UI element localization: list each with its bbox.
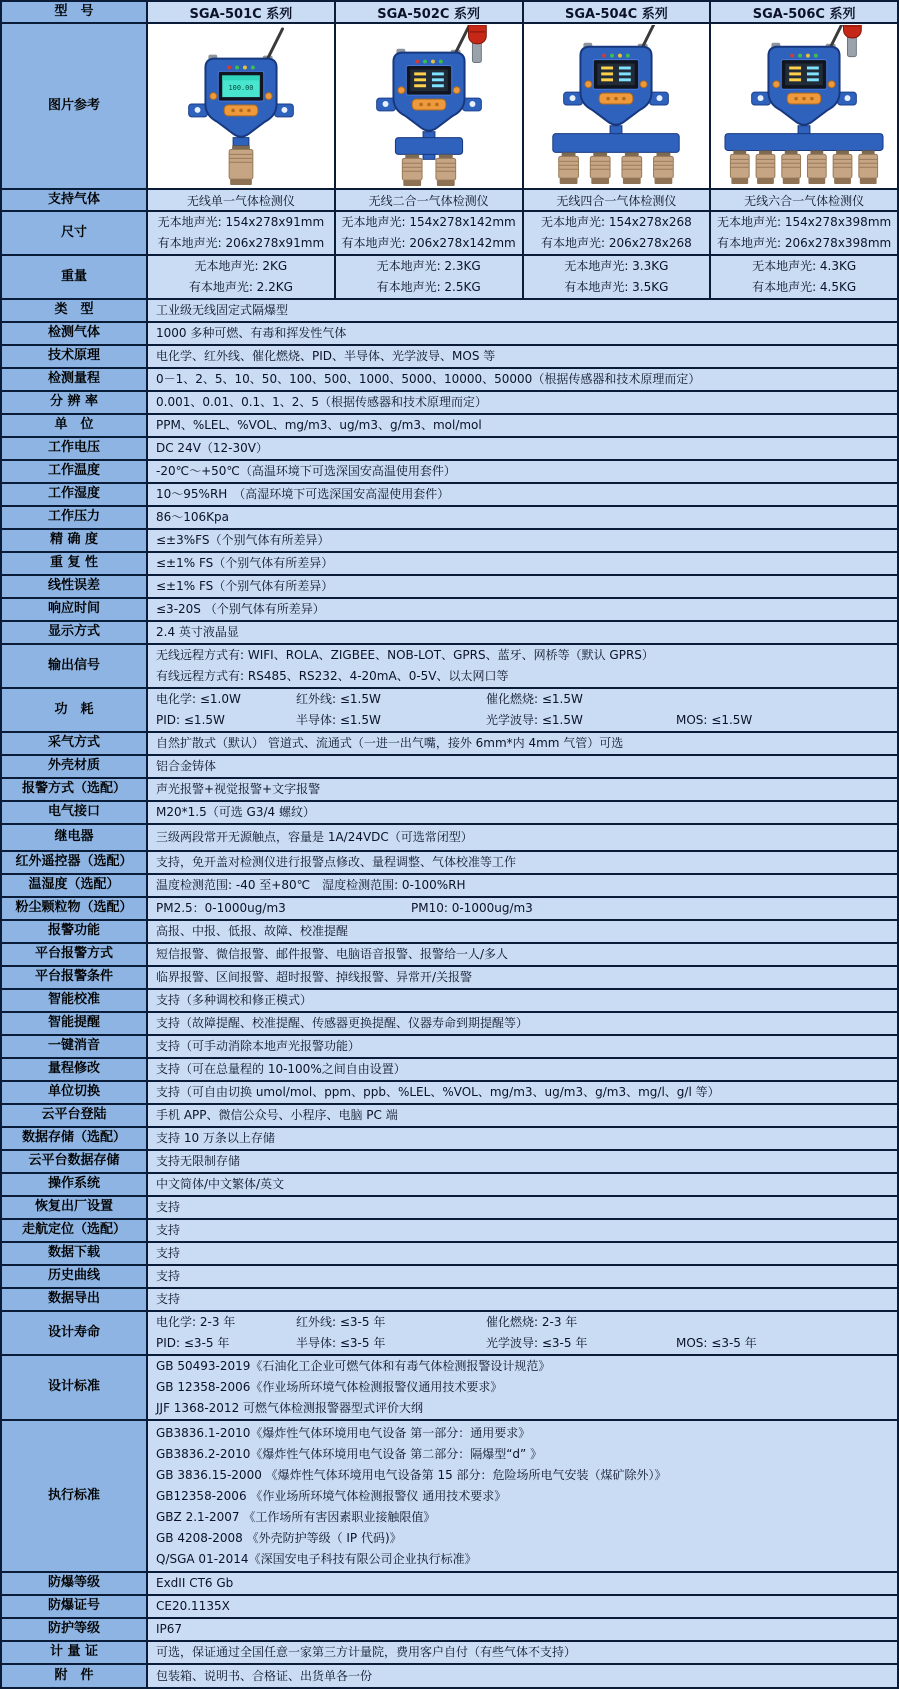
row-history-curve — [2, 1266, 897, 1289]
row-cloud-storage — [2, 1151, 897, 1174]
row-label-linearity-error: 线性误差 — [2, 576, 148, 597]
supported-gas-value-2: 无线二合一气体检测仪 — [336, 190, 524, 210]
unit-switch-value — [148, 1082, 897, 1103]
row-label-working-pressure: 工作压力 — [2, 507, 148, 528]
dimensions-cell-4 — [711, 212, 897, 254]
power-consumption-line — [156, 689, 897, 710]
os-value — [148, 1174, 897, 1195]
row-label-tech-principle: 技术原理 — [2, 346, 148, 367]
row-label-detect-gas: 检测气体 — [2, 323, 148, 344]
row-label-sampling-method: 采气方式 — [2, 733, 148, 754]
one-key-mute-value — [148, 1036, 897, 1057]
row-label-model-header: 型 号 — [2, 2, 148, 22]
dimensions-line: 无本地声光: 154x278x142mm — [341, 215, 516, 229]
history-curve-value — [148, 1266, 897, 1287]
design-standard-line: GB 50493-2019《石油化工企业可燃气体和有毒气体检测报警设计规范》 — [156, 1359, 551, 1373]
dimensions-line: 有本地声光: 206x278x268 — [540, 236, 692, 250]
row-label-relay: 继电器 — [2, 825, 148, 850]
dust-particle-line — [156, 898, 897, 919]
electrical-interface-value — [148, 802, 897, 823]
execution-standard-value — [148, 1421, 897, 1571]
model-name-3: SGA-504C 系列 — [524, 2, 712, 22]
row-label-platform-alarm-mode: 平台报警方式 — [2, 944, 148, 965]
resolution-line: 0.001、0.01、0.1、1、2、5（根据传感器和技术原理而定） — [156, 395, 488, 409]
row-temp-humidity — [2, 875, 897, 898]
row-weight — [2, 256, 897, 300]
model-name-4: SGA-506C 系列 — [752, 6, 856, 22]
svg-text:100.00: 100.00 — [228, 84, 254, 93]
working-pressure-value — [148, 507, 897, 528]
detect-gas-line: 1000 多种可燃、有毒和挥发性气体 — [156, 326, 347, 340]
row-label-metrology-cert: 计 量 证 — [2, 1642, 148, 1663]
protection-grade-line: IP67 — [156, 1622, 183, 1636]
row-working-humidity — [2, 484, 897, 507]
row-shell-material — [2, 756, 897, 779]
dimensions-line: 有本地声光: 206x278x142mm — [341, 236, 516, 250]
detect-gas-value — [148, 323, 897, 344]
metrology-cert-value — [148, 1642, 897, 1663]
row-supported-gas — [2, 190, 897, 212]
row-label-detection-range: 检测量程 — [2, 369, 148, 390]
working-temperature-value — [148, 461, 897, 482]
design-life-segment: 半导体: ≤3-5 年 — [296, 1336, 386, 1350]
weight-line: 有本地声光: 4.5KG — [752, 280, 857, 294]
supported-gas-value-1: 无线单一气体检测仪 — [148, 190, 336, 210]
response-time-value — [148, 599, 897, 620]
model-name-1: SGA-501C 系列 — [148, 2, 336, 22]
factory-reset-value — [148, 1197, 897, 1218]
row-label-accessories: 附 件 — [2, 1665, 148, 1687]
platform-alarm-condition-line: 临界报警、区间报警、超时报警、掉线报警、异常开/关报警 — [156, 970, 473, 984]
row-display-mode — [2, 622, 897, 645]
row-unit-switch — [2, 1082, 897, 1105]
row-label-supported-gas: 支持气体 — [2, 190, 148, 210]
design-life-line — [156, 1312, 897, 1333]
row-alarm-function — [2, 921, 897, 944]
design-life-value — [148, 1312, 897, 1354]
wireless-2in1-gas-detector-icon — [336, 25, 522, 187]
data-storage-line: 支持 10 万条以上存储 — [156, 1131, 275, 1145]
factory-reset-line: 支持 — [156, 1200, 181, 1214]
row-label-electrical-interface: 电气接口 — [2, 802, 148, 823]
power-consumption-segment: 电化学: ≤1.0W — [156, 692, 241, 706]
row-tech-principle — [2, 346, 897, 369]
row-execution-standard — [2, 1421, 897, 1573]
execution-standard-line: GB 4208-2008 《外壳防护等级（ IP 代码)》 — [156, 1530, 402, 1545]
smart-reminder-value — [148, 1013, 897, 1034]
metrology-cert-line: 可选，保证通过全国任意一家第三方计量院，费用客户自付（有些气体不支持） — [156, 1645, 577, 1659]
weight-line: 无本地声光: 2.3KG — [376, 259, 481, 273]
output-signal-line: 有线远程方式有: RS485、RS232、4-20mA、0-5V、以太网口等 — [156, 669, 509, 683]
row-label-cloud-login: 云平台登陆 — [2, 1105, 148, 1126]
relay-line: 三级两段常开无源触点，容量是 1A/24VDC（可选常闭型） — [156, 830, 473, 844]
dust-particle-segment: PM2.5：0-1000ug/m3 — [156, 901, 286, 915]
row-working-voltage — [2, 438, 897, 461]
row-image-reference — [2, 24, 897, 190]
alarm-function-line: 高报、中报、低报、故障、校准提醒 — [156, 924, 349, 938]
row-label-explosion-proof-cert: 防爆证号 — [2, 1596, 148, 1617]
weight-cell-2 — [336, 256, 524, 298]
row-label-os: 操作系统 — [2, 1174, 148, 1195]
weight-line: 无本地声光: 3.3KG — [564, 259, 669, 273]
wireless-6in1-gas-detector-icon — [711, 25, 897, 187]
row-label-history-curve: 历史曲线 — [2, 1266, 148, 1287]
row-label-navigation-position: 走航定位（选配） — [2, 1220, 148, 1241]
row-detect-gas — [2, 323, 897, 346]
dust-particle-segment: PM10: 0-1000ug/m3 — [411, 901, 533, 915]
row-label-unit: 单 位 — [2, 415, 148, 436]
output-signal-line: 无线远程方式有: WIFI、ROLA、ZIGBEE、NOB-LOT、GPRS、蓝牙、网桥等（默认 GPRS） — [156, 648, 654, 662]
supported-gas-value-3: 无线四合一气体检测仪 — [524, 190, 712, 210]
execution-standard-line: GBZ 2.1-2007 《工作场所有害因素职业接触限值》 — [156, 1509, 436, 1524]
row-power-consumption — [2, 689, 897, 733]
design-life-segment: 催化燃烧: 2-3 年 — [486, 1315, 578, 1329]
row-platform-alarm-condition — [2, 967, 897, 990]
wireless-single-gas-detector-image — [148, 24, 336, 188]
row-label-protection-grade: 防护等级 — [2, 1619, 148, 1640]
row-data-download — [2, 1243, 897, 1266]
smart-reminder-line: 支持（故障提醒、校准提醒、传感器更换提醒、仪器寿命到期提醒等） — [156, 1016, 529, 1030]
unit-line: PPM、%LEL、%VOL、mg/m3、ug/m3、g/m3、mol/mol — [156, 418, 482, 432]
ir-remote-value — [148, 852, 897, 873]
linearity-error-value — [148, 576, 897, 597]
wireless-6in1-gas-detector-image — [711, 24, 897, 188]
data-export-line: 支持 — [156, 1292, 181, 1306]
row-label-working-voltage: 工作电压 — [2, 438, 148, 459]
row-design-standard — [2, 1356, 897, 1421]
cloud-storage-value — [148, 1151, 897, 1172]
data-download-value — [148, 1243, 897, 1264]
explosion-proof-cert-line: CE20.1135X — [156, 1599, 230, 1613]
row-label-power-consumption: 功 耗 — [2, 689, 148, 731]
row-label-shell-material: 外壳材质 — [2, 756, 148, 777]
row-label-image-reference: 图片参考 — [2, 24, 148, 188]
power-consumption-line — [156, 710, 897, 731]
ir-remote-line: 支持，免开盖对检测仪进行报警点修改、量程调整、气体校准等工作 — [156, 855, 517, 869]
power-consumption-segment: 光学波导: ≤1.5W — [486, 713, 583, 727]
cloud-login-value — [148, 1105, 897, 1126]
repeatability-value — [148, 553, 897, 574]
one-key-mute-line: 支持（可手动消除本地声光报警功能） — [156, 1039, 361, 1053]
working-humidity-value — [148, 484, 897, 505]
tech-principle-value — [148, 346, 897, 367]
platform-alarm-condition-value — [148, 967, 897, 988]
power-consumption-segment: MOS: ≤1.5W — [676, 713, 753, 727]
row-label-display-mode: 显示方式 — [2, 622, 148, 643]
power-consumption-segment: 催化燃烧: ≤1.5W — [486, 692, 583, 706]
wireless-single-gas-detector-icon — [148, 25, 334, 187]
design-standard-line: JJF 1368-2012 可燃气体检测报警器型式评价大纲 — [156, 1401, 424, 1415]
working-pressure-line: 86～106Kpa — [156, 510, 230, 524]
row-label-design-standard: 设计标准 — [2, 1356, 148, 1419]
row-alarm-mode — [2, 779, 897, 802]
row-accuracy — [2, 530, 897, 553]
tech-principle-line: 电化学、红外线、催化燃烧、PID、半导体、光学波导、MOS 等 — [156, 349, 496, 363]
weight-cell-1 — [148, 256, 336, 298]
output-signal-value — [148, 645, 897, 687]
row-label-type: 类 型 — [2, 300, 148, 321]
row-label-working-humidity: 工作湿度 — [2, 484, 148, 505]
data-export-value — [148, 1289, 897, 1310]
repeatability-line: ≤±1% FS（个别气体有所差异） — [156, 556, 334, 570]
row-unit — [2, 415, 897, 438]
row-explosion-proof-grade — [2, 1573, 897, 1596]
sampling-method-value — [148, 733, 897, 754]
row-explosion-proof-cert — [2, 1596, 897, 1619]
cloud-login-line: 手机 APP、微信公众号、小程序、电脑 PC 端 — [156, 1108, 398, 1122]
row-label-data-storage: 数据存储（选配） — [2, 1128, 148, 1149]
execution-standard-line: GB3836.1-2010《爆炸性气体环境用电气设备 第一部分：通用要求》 — [156, 1425, 531, 1440]
linearity-error-line: ≤±1% FS（个别气体有所差异） — [156, 579, 334, 593]
unit-value — [148, 415, 897, 436]
row-label-unit-switch: 单位切换 — [2, 1082, 148, 1103]
weight-line: 无本地声光: 2KG — [194, 259, 288, 273]
wireless-4in1-gas-detector-image — [524, 24, 712, 188]
dimensions-line: 有本地声光: 206x278x398mm — [717, 236, 892, 250]
explosion-proof-grade-value — [148, 1573, 897, 1594]
design-life-segment: 红外线: ≤3-5 年 — [296, 1315, 386, 1329]
dust-particle-value — [148, 898, 897, 919]
sampling-method-line: 自然扩散式（默认） 管道式、流通式（一进一出气嘴，接外 6mm*内 4mm 气管）可选 — [156, 736, 624, 750]
accessories-value — [148, 1665, 897, 1687]
row-label-response-time: 响应时间 — [2, 599, 148, 620]
smart-calibration-line: 支持（多种调校和修正模式） — [156, 993, 313, 1007]
row-label-output-signal: 输出信号 — [2, 645, 148, 687]
row-linearity-error — [2, 576, 897, 599]
row-label-cloud-storage: 云平台数据存储 — [2, 1151, 148, 1172]
data-storage-value — [148, 1128, 897, 1149]
row-label-dimensions: 尺寸 — [2, 212, 148, 254]
row-range-modify — [2, 1059, 897, 1082]
row-factory-reset — [2, 1197, 897, 1220]
os-line: 中文简体/中文繁体/英文 — [156, 1177, 285, 1191]
accuracy-line: ≤±3%FS（个别气体有所差异） — [156, 533, 330, 547]
shell-material-value — [148, 756, 897, 777]
row-cloud-login — [2, 1105, 897, 1128]
row-label-alarm-function: 报警功能 — [2, 921, 148, 942]
design-life-line — [156, 1333, 897, 1354]
accessories-line: 包装箱、说明书、合格证、出货单各一份 — [156, 1668, 373, 1683]
shell-material-line: 铝合金铸体 — [156, 759, 217, 773]
smart-calibration-value — [148, 990, 897, 1011]
history-curve-line: 支持 — [156, 1269, 181, 1283]
row-sampling-method — [2, 733, 897, 756]
relay-value — [148, 825, 897, 850]
row-label-repeatability: 重 复 性 — [2, 553, 148, 574]
row-working-pressure — [2, 507, 897, 530]
row-label-working-temperature: 工作温度 — [2, 461, 148, 482]
alarm-mode-value — [148, 779, 897, 800]
row-protection-grade — [2, 1619, 897, 1642]
row-label-weight: 重量 — [2, 256, 148, 298]
row-one-key-mute — [2, 1036, 897, 1059]
display-mode-line: 2.4 英寸液晶显 — [156, 625, 239, 639]
data-download-line: 支持 — [156, 1246, 181, 1260]
type-line: 工业级无线固定式隔爆型 — [156, 303, 289, 317]
weight-line: 有本地声光: 2.5KG — [376, 280, 481, 294]
row-label-design-life: 设计寿命 — [2, 1312, 148, 1354]
row-working-temperature — [2, 461, 897, 484]
display-mode-value — [148, 622, 897, 643]
wireless-2in1-gas-detector-image — [336, 24, 524, 188]
row-label-ir-remote: 红外遥控器（选配） — [2, 852, 148, 873]
power-consumption-segment: 红外线: ≤1.5W — [296, 692, 381, 706]
explosion-proof-grade-line: ExdII CT6 Gb — [156, 1576, 234, 1590]
row-output-signal — [2, 645, 897, 689]
protection-grade-value — [148, 1619, 897, 1640]
row-ir-remote — [2, 852, 897, 875]
execution-standard-line: Q/SGA 01-2014《深国安电子科技有限公司企业执行标准》 — [156, 1551, 477, 1566]
dimensions-cell-1 — [148, 212, 336, 254]
row-label-temp-humidity: 温湿度（选配） — [2, 875, 148, 896]
execution-standard-line: GB3836.2-2010《爆炸性气体环境用电气设备 第二部分：隔爆型“d” 》 — [156, 1446, 543, 1461]
row-resolution — [2, 392, 897, 415]
row-data-export — [2, 1289, 897, 1312]
weight-line: 无本地声光: 4.3KG — [752, 259, 857, 273]
row-label-one-key-mute: 一键消音 — [2, 1036, 148, 1057]
row-detection-range — [2, 369, 897, 392]
row-label-factory-reset: 恢复出厂设置 — [2, 1197, 148, 1218]
row-label-dust-particle: 粉尘颗粒物（选配） — [2, 898, 148, 919]
row-smart-reminder — [2, 1013, 897, 1036]
explosion-proof-cert-value — [148, 1596, 897, 1617]
wireless-4in1-gas-detector-icon — [523, 25, 709, 187]
dimensions-line: 无本地声光: 154x278x91mm — [157, 215, 325, 229]
model-name-2: SGA-502C 系列 — [336, 2, 524, 22]
weight-cell-3 — [524, 256, 712, 298]
row-label-alarm-mode: 报警方式（选配） — [2, 779, 148, 800]
working-humidity-line: 10～95%RH （高湿环境下可选深国安高湿使用套件） — [156, 487, 450, 501]
navigation-position-value — [148, 1220, 897, 1241]
design-life-segment: MOS: ≤3-5 年 — [676, 1336, 757, 1350]
detection-range-line: 0－1、2、5、10、50、100、500、1000、5000、10000、50000（根据传感器和技术原理而定） — [156, 372, 701, 386]
row-data-storage — [2, 1128, 897, 1151]
working-temperature-line: -20℃～+50℃（高温环境下可选深国安高温使用套件） — [156, 464, 456, 478]
dimensions-line: 有本地声光: 206x278x91mm — [157, 236, 325, 250]
row-platform-alarm-mode — [2, 944, 897, 967]
resolution-value — [148, 392, 897, 413]
row-label-smart-calibration: 智能校准 — [2, 990, 148, 1011]
design-life-segment: PID: ≤3-5 年 — [156, 1336, 230, 1350]
type-value — [148, 300, 897, 321]
weight-line: 有本地声光: 2.2KG — [188, 280, 293, 294]
detection-range-value — [148, 369, 897, 390]
row-navigation-position — [2, 1220, 897, 1243]
range-modify-line: 支持（可在总量程的 10-100%之间自由设置） — [156, 1062, 406, 1076]
dimensions-line: 无本地声光: 154x278x268 — [540, 215, 692, 229]
row-type — [2, 300, 897, 323]
row-label-accuracy: 精 确 度 — [2, 530, 148, 551]
row-smart-calibration — [2, 990, 897, 1013]
row-label-explosion-proof-grade: 防爆等级 — [2, 1573, 148, 1594]
design-standard-line: GB 12358-2006《作业场所环境气体检测报警仪通用技术要求》 — [156, 1380, 503, 1394]
row-label-platform-alarm-condition: 平台报警条件 — [2, 967, 148, 988]
alarm-function-value — [148, 921, 897, 942]
temp-humidity-value — [148, 875, 897, 896]
row-dust-particle — [2, 898, 897, 921]
row-repeatability — [2, 553, 897, 576]
power-consumption-segment: PID: ≤1.5W — [156, 713, 225, 727]
design-standard-value — [148, 1356, 897, 1419]
weight-line: 有本地声光: 3.5KG — [564, 280, 669, 294]
row-label-data-download: 数据下载 — [2, 1243, 148, 1264]
row-dimensions — [2, 212, 897, 256]
platform-alarm-mode-line: 短信报警、微信报警、邮件报警、电脑语音报警、报警给一人/多人 — [156, 947, 509, 961]
cloud-storage-line: 支持无限制存储 — [156, 1154, 241, 1168]
row-model-header — [2, 2, 897, 24]
row-metrology-cert — [2, 1642, 897, 1665]
alarm-mode-line: 声光报警+视觉报警+文字报警 — [156, 782, 321, 796]
design-life-segment: 电化学: 2-3 年 — [156, 1315, 236, 1329]
row-design-life — [2, 1312, 897, 1356]
dimensions-line: 无本地声光: 154x278x398mm — [717, 215, 892, 229]
accuracy-value — [148, 530, 897, 551]
power-consumption-segment: 半导体: ≤1.5W — [296, 713, 381, 727]
working-voltage-line: DC 24V（12-30V） — [156, 441, 268, 455]
supported-gas-value-4: 无线六合一气体检测仪 — [744, 193, 865, 208]
row-label-smart-reminder: 智能提醒 — [2, 1013, 148, 1034]
design-life-segment: 光学波导: ≤3-5 年 — [486, 1336, 588, 1350]
range-modify-value — [148, 1059, 897, 1080]
row-electrical-interface — [2, 802, 897, 825]
dimensions-cell-3 — [524, 212, 712, 254]
execution-standard-line: GB 3836.15-2000 《爆炸性气体环境用电气设备第 15 部分：危险场所电气安装（煤矿除外）》 — [156, 1467, 667, 1482]
electrical-interface-line: M20*1.5（可选 G3/4 螺纹） — [156, 805, 315, 819]
navigation-position-line: 支持 — [156, 1223, 181, 1237]
working-voltage-value — [148, 438, 897, 459]
row-label-range-modify: 量程修改 — [2, 1059, 148, 1080]
row-relay — [2, 825, 897, 852]
dimensions-cell-2 — [336, 212, 524, 254]
platform-alarm-mode-value — [148, 944, 897, 965]
temp-humidity-line: 温度检测范围: -40 至+80℃ 湿度检测范围: 0-100%RH — [156, 878, 466, 892]
execution-standard-line: GB12358-2006 《作业场所环境气体检测报警仪 通用技术要求》 — [156, 1488, 507, 1503]
unit-switch-line: 支持（可自由切换 umol/mol、ppm、ppb、%LEL、%VOL、mg/m3、ug/m3、g/m3、mg/l、g/l 等） — [156, 1085, 720, 1099]
power-consumption-value — [148, 689, 897, 731]
weight-cell-4 — [711, 256, 897, 298]
row-label-execution-standard: 执行标准 — [2, 1421, 148, 1571]
row-accessories — [2, 1665, 897, 1687]
response-time-line: ≤3-20S （个别气体有所差异） — [156, 602, 325, 616]
row-response-time — [2, 599, 897, 622]
row-label-data-export: 数据导出 — [2, 1289, 148, 1310]
row-os — [2, 1174, 897, 1197]
row-label-resolution: 分 辨 率 — [2, 392, 148, 413]
